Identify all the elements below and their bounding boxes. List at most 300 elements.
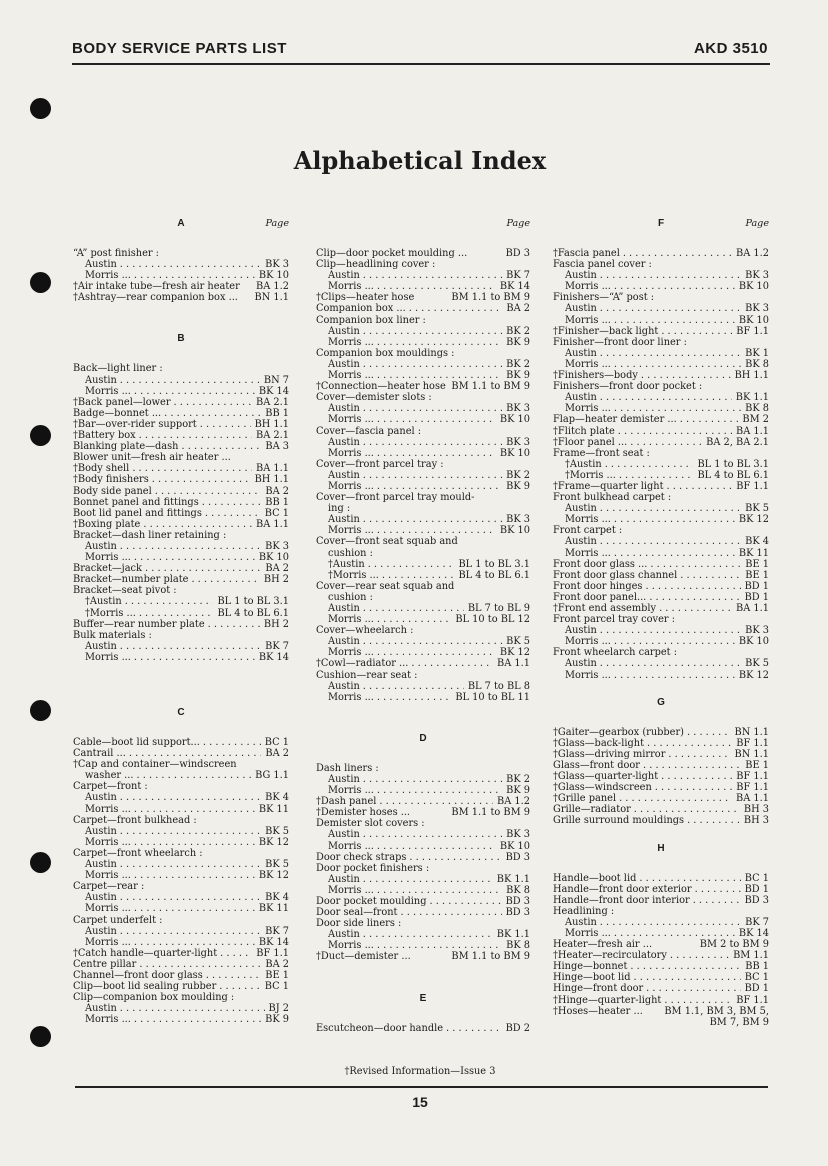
dot-leader [665, 749, 730, 760]
dot-leader [631, 804, 740, 815]
entry-description: Austin [328, 603, 360, 614]
entry-page-ref: BH 2 [263, 618, 289, 630]
section-heading [73, 705, 289, 737]
entry-description: Morris ... [565, 281, 611, 293]
dot-leader [611, 636, 735, 647]
index-entry [73, 792, 289, 803]
entry-page-ref: BC 1 [264, 981, 289, 993]
index-entry [316, 885, 530, 896]
entry-page-ref: BD 3 [744, 894, 769, 906]
entry-description: Front door glass channel [553, 569, 678, 581]
entry-description: Austin [328, 636, 360, 648]
index-entry [73, 292, 289, 303]
dot-leader [374, 692, 451, 703]
dot-leader [597, 348, 741, 359]
dot-leader [360, 359, 502, 370]
entry-description: Morris ... [85, 836, 131, 848]
dot-leader [202, 508, 261, 519]
index-entry [553, 603, 769, 614]
index-entry [73, 452, 289, 463]
index-entry [316, 559, 530, 570]
entry-page-ref: BK 12 [738, 514, 769, 526]
index-entry [553, 337, 769, 348]
dot-leader [131, 937, 255, 948]
entry-page-ref: BK 9 [506, 370, 530, 382]
index-entry [316, 281, 530, 292]
entry-page-ref: BK 3 [506, 403, 530, 415]
index-entry [553, 270, 769, 281]
dot-leader [131, 386, 255, 397]
index-entry [553, 928, 769, 939]
entry-description: †Glass—driving mirror [553, 748, 666, 760]
dot-leader [642, 581, 740, 592]
entry-description: Bracket—dash liner retaining : [73, 529, 227, 541]
dot-leader [131, 270, 255, 281]
index-entry [553, 995, 769, 1006]
entry-description: Handle—boot lid [553, 872, 637, 884]
index-entry [316, 807, 530, 818]
entry-page-ref: BK 5 [745, 658, 769, 670]
index-entry [73, 441, 289, 452]
entry-description: Carpet—front : [73, 781, 148, 793]
entry-description: Austin [85, 859, 117, 871]
index-column-3 [553, 216, 769, 1028]
index-entry [316, 929, 530, 940]
index-entry [553, 492, 769, 503]
index-entry [73, 408, 289, 419]
entry-description: Carpet—rear : [73, 881, 145, 893]
index-entry [553, 559, 769, 570]
entry-page-ref: BK 11 [258, 903, 289, 915]
entry-page-ref: BK 10 [738, 636, 769, 648]
index-entry [316, 359, 530, 370]
entry-page-ref: BK 5 [265, 825, 289, 837]
entry-description: Morris ... [85, 552, 131, 564]
index-entry [316, 426, 530, 437]
index-entry [73, 486, 289, 497]
dot-leader [408, 658, 493, 669]
binder-hole [30, 98, 51, 119]
entry-description: Austin [328, 873, 360, 885]
dot-leader [217, 948, 252, 959]
entry-description: †Hinge—quarter-light [553, 994, 662, 1006]
entry-page-ref: BK 10 [258, 270, 289, 282]
dot-leader [684, 727, 731, 738]
spacer [316, 977, 530, 991]
entry-page-ref: BK 12 [258, 836, 289, 848]
entry-page-ref: BK 8 [745, 403, 769, 415]
index-entry [553, 749, 769, 760]
entry-page-ref: BK 7 [265, 640, 289, 652]
index-entry [73, 903, 289, 914]
entry-description: †Cap and container—windscreen [73, 759, 237, 771]
dot-leader [131, 552, 255, 563]
entry-page-ref: BK 7 [265, 925, 289, 937]
entry-description: Austin [328, 773, 360, 785]
entry-description: Carpet—front wheelarch : [73, 847, 203, 859]
entry-page-ref: BH 1.1 [254, 418, 289, 430]
dot-leader [692, 884, 741, 895]
index-entry [553, 760, 769, 771]
dot-leader [216, 981, 261, 992]
entry-description: Cover—demister slots : [316, 392, 432, 404]
entry-page-ref: BC 1 [264, 507, 289, 519]
index-entry [73, 1014, 289, 1025]
dot-leader [152, 486, 262, 497]
index-entry [553, 614, 769, 625]
index-entry [316, 326, 530, 337]
entry-page-ref: BK 10 [499, 840, 530, 852]
section-letter: G [657, 696, 665, 708]
dot-leader [684, 815, 740, 826]
index-entry [316, 829, 530, 840]
index-entry [553, 359, 769, 370]
index-entry [316, 874, 530, 885]
entry-page-ref: BH 2 [263, 574, 289, 586]
entry-page-ref: BK 3 [265, 259, 289, 271]
entry-page-ref: BD 1 [744, 580, 769, 592]
index-entry [553, 950, 769, 961]
dot-leader [188, 574, 259, 585]
entry-page-ref: BA 1.1 [256, 518, 289, 530]
entry-description: Demister slot covers : [316, 818, 425, 830]
index-entry [553, 481, 769, 492]
dot-leader [644, 738, 732, 749]
dot-leader [142, 563, 261, 574]
entry-page-ref: BE 1 [745, 759, 769, 771]
index-entry [73, 781, 289, 792]
entry-description: Morris ... [85, 936, 131, 948]
entry-page-ref: BK 3 [745, 625, 769, 637]
index-entry [316, 581, 530, 592]
index-entry [73, 1003, 289, 1014]
dot-leader [611, 359, 741, 370]
entry-description: †Back panel—lower [73, 396, 171, 408]
dot-leader [398, 907, 502, 918]
entry-page-ref: BM 1.1, BM 3, BM 5, [664, 1005, 769, 1017]
dot-leader [374, 414, 496, 425]
index-entry [316, 503, 530, 514]
entry-description: Bulk materials : [73, 629, 152, 641]
index-entry [73, 419, 289, 430]
spacer [73, 691, 289, 705]
index-entry [316, 259, 530, 270]
entry-page-ref: BK 10 [738, 314, 769, 326]
entry-description: Centre pillar [73, 958, 137, 970]
index-entry [316, 292, 530, 303]
entry-description: Austin [565, 658, 597, 670]
index-entry [316, 392, 530, 403]
entry-page-ref: BB 1 [745, 961, 769, 973]
dot-leader [640, 760, 741, 771]
section-heading [316, 216, 530, 248]
index-entry [73, 585, 289, 596]
dot-leader [667, 950, 729, 961]
entry-page-ref: BM 1.1 to BM 9 [451, 807, 530, 819]
entry-description: Clip—headlining cover : [316, 259, 436, 271]
index-entry [73, 497, 289, 508]
dot-leader [136, 430, 252, 441]
entry-description: Morris ... [328, 884, 374, 896]
entry-description: Austin [565, 503, 597, 515]
dot-leader [611, 315, 735, 326]
dot-leader [129, 463, 252, 474]
dot-leader [374, 940, 502, 951]
index-entry [553, 414, 769, 425]
entry-description: Austin [85, 540, 117, 552]
entry-description: Boot lid panel and fittings [73, 507, 202, 519]
entry-description: Austin [85, 792, 117, 804]
spacer [553, 681, 769, 695]
entry-description: Cable—boot lid support... [73, 737, 200, 748]
dot-leader [597, 303, 741, 314]
entry-page-ref: BA 2 [506, 303, 530, 315]
entry-page-ref: BA 1.2 [497, 796, 530, 808]
dot-leader [136, 608, 214, 619]
index-entry [73, 804, 289, 815]
index-entry [316, 603, 530, 614]
index-entry [73, 630, 289, 641]
dot-leader [360, 326, 502, 337]
dot-leader [611, 403, 741, 414]
section-heading [553, 841, 769, 873]
index-entry [73, 759, 289, 770]
index-entry [73, 281, 289, 292]
dot-leader [360, 681, 464, 692]
dot-leader [122, 596, 214, 607]
entry-description: Dash liners : [316, 762, 379, 774]
index-entry [73, 530, 289, 541]
dot-leader [360, 437, 502, 448]
entry-description: †Air intake tube—fresh air heater [73, 281, 240, 293]
entry-page-ref: BL 10 to BL 12 [455, 614, 530, 626]
entry-page-ref: BM 2 to BM 9 [699, 939, 769, 951]
index-entry [73, 892, 289, 903]
dot-leader [602, 459, 694, 470]
entry-description: Morris ... [328, 336, 374, 348]
index-entry [553, 738, 769, 749]
index-entry [73, 970, 289, 981]
entry-description: Hinge—bonnet [553, 961, 628, 973]
dot-leader [631, 972, 741, 983]
dot-leader [360, 636, 502, 647]
dot-leader [374, 370, 502, 381]
entry-description: Door side liners : [316, 918, 402, 930]
entry-page-ref: BM 7, BM 9 [709, 1016, 769, 1028]
index-entry [316, 348, 530, 359]
entry-page-ref: BA 2.1 [256, 396, 289, 408]
entry-description: Austin [565, 625, 597, 637]
entry-description: Morris ... [328, 281, 374, 293]
dot-leader [652, 782, 733, 793]
section-letter: F [657, 218, 665, 229]
index-entry [316, 614, 530, 625]
dot-leader [178, 441, 261, 452]
index-entry [73, 519, 289, 530]
entry-page-ref: BK 2 [506, 358, 530, 370]
entry-description: Badge—bonnet ... [73, 407, 162, 419]
index-entry [73, 652, 289, 663]
index-entry [73, 859, 289, 870]
dot-leader [161, 408, 261, 419]
index-entry [553, 983, 769, 994]
index-entry [73, 881, 289, 892]
entry-page-ref: BK 10 [499, 447, 530, 459]
entry-description: Austin [328, 325, 360, 337]
index-entry [553, 939, 769, 950]
entry-page-ref: BL 10 to BL 11 [455, 691, 530, 703]
index-entry [553, 636, 769, 647]
entry-page-ref: BF 1.1 [736, 994, 769, 1006]
entry-description: Finisher—front door liner : [553, 336, 687, 348]
dot-leader [199, 497, 262, 508]
dot-leader [117, 926, 261, 937]
dot-leader [616, 470, 694, 481]
dot-leader [611, 670, 735, 681]
index-entry [316, 1023, 530, 1034]
index-entry [553, 793, 769, 804]
entry-description: Morris ... [328, 414, 374, 426]
dot-leader [171, 397, 252, 408]
entry-description: Door pocket finishers : [316, 862, 430, 874]
entry-description: Austin [328, 829, 360, 841]
dot-leader [117, 859, 261, 870]
entry-description: Headlining : [553, 905, 615, 917]
index-entry [316, 785, 530, 796]
entry-description: Morris ... [328, 647, 374, 659]
entry-page-ref: BK 12 [258, 870, 289, 882]
section-letter: C [177, 707, 185, 718]
entry-page-ref: BA 2 [265, 563, 289, 575]
entry-page-ref: BK 10 [499, 525, 530, 537]
entry-page-ref: BA 1.1 [736, 793, 769, 805]
entry-page-ref: BC 1 [744, 972, 769, 984]
entry-page-ref: BL 7 to BL 9 [467, 603, 530, 614]
dot-leader [205, 619, 260, 630]
entry-description: †Austin [85, 596, 122, 608]
index-entry [316, 525, 530, 536]
page-title: Alphabetical Index [293, 146, 547, 175]
dot-leader [677, 414, 739, 425]
entry-description: Handle—front door exterior [553, 883, 692, 895]
entry-description: Austin [565, 536, 597, 548]
dot-leader [374, 785, 502, 796]
index-entry [553, 804, 769, 815]
index-entry [553, 348, 769, 359]
index-entry [73, 552, 289, 563]
entry-page-ref: BK 2 [506, 773, 530, 785]
entry-page-ref: BK 1.1 [496, 873, 530, 885]
index-entry [316, 692, 530, 703]
index-entry [73, 848, 289, 859]
dot-leader [647, 559, 741, 570]
entry-description: Austin [328, 680, 360, 692]
entry-description: Bonnet panel and fittings [73, 496, 199, 508]
dot-leader [597, 536, 741, 547]
entry-page-ref: BK 8 [506, 940, 530, 952]
dot-leader [131, 1014, 261, 1025]
entry-page-ref: BH 3 [743, 815, 769, 827]
dot-leader [677, 570, 741, 581]
header-doc-code: AKD 3510 [693, 40, 768, 57]
entry-description: Bracket—jack [73, 563, 142, 575]
entry-description: Morris ... [328, 480, 374, 492]
dot-leader [117, 892, 261, 903]
entry-description: Frame—front seat : [553, 447, 650, 459]
index-entry [553, 281, 769, 292]
dot-leader [611, 548, 735, 559]
entry-description: Austin [565, 270, 597, 282]
spacer [73, 303, 289, 317]
entry-description: Morris ... [565, 314, 611, 326]
entry-description: Austin [328, 929, 360, 941]
binder-hole [30, 272, 51, 293]
entry-page-ref: BL 1 to BL 3.1 [217, 596, 289, 608]
entry-description: Morris ... [85, 270, 131, 282]
index-entry [73, 574, 289, 585]
index-entry [316, 940, 530, 951]
entry-description: †Duct—demister ... [316, 951, 411, 963]
index-entry [316, 592, 530, 603]
entry-page-ref: BH 1.1 [254, 474, 289, 486]
entry-description: Cover—front seat squab and [316, 536, 458, 548]
entry-page-ref: BK 14 [258, 936, 289, 948]
entry-page-ref: BK 3 [745, 303, 769, 315]
dot-leader [131, 903, 255, 914]
dot-leader [140, 519, 252, 530]
dot-leader [636, 873, 740, 884]
index-entry [73, 259, 289, 270]
entry-description: Austin [565, 916, 597, 928]
entry-description: Front door hinges [553, 580, 643, 592]
header-title: BODY SERVICE PARTS LIST [72, 40, 287, 57]
section-letter: B [177, 333, 185, 345]
entry-page-ref: BF 1.1 [736, 771, 769, 783]
dot-leader [374, 281, 496, 292]
entry-description: Cover—fascia panel : [316, 425, 422, 437]
page-column-label: Page [265, 218, 289, 229]
index-entry [316, 536, 530, 547]
entry-description: Austin [328, 358, 360, 370]
page-column-label: Page [745, 218, 769, 229]
entry-description: †Front end assembly [553, 603, 657, 614]
entry-page-ref: BK 9 [506, 480, 530, 492]
entry-page-ref: BB 1 [265, 496, 289, 508]
entry-description: Blanking plate—dash [73, 441, 179, 453]
footer-rule [75, 1086, 768, 1088]
entry-description: Hinge—front door [553, 983, 644, 995]
entry-description: Cover—front parcel tray mould- [316, 492, 475, 504]
entry-description: †Gaiter—gearbox (rubber) [553, 726, 684, 738]
entry-description: Austin [85, 825, 117, 837]
entry-description: Body side panel [73, 485, 152, 497]
entry-description: †Demister hoses ... [316, 807, 411, 819]
index-entry [316, 548, 530, 559]
entry-description: Austin [565, 392, 597, 404]
index-entry [316, 896, 530, 907]
dot-leader [374, 885, 502, 896]
dot-leader [360, 403, 502, 414]
entry-page-ref: BA 2 [265, 485, 289, 497]
index-entry [316, 337, 530, 348]
binder-hole [30, 852, 51, 873]
dot-leader [611, 928, 735, 939]
index-entry [316, 670, 530, 681]
entry-description: Front bulkhead carpet : [553, 492, 672, 504]
entry-description: Austin [85, 925, 117, 937]
entry-description: Companion box liner : [316, 314, 426, 326]
entry-description: Buffer—rear number plate [73, 618, 205, 630]
